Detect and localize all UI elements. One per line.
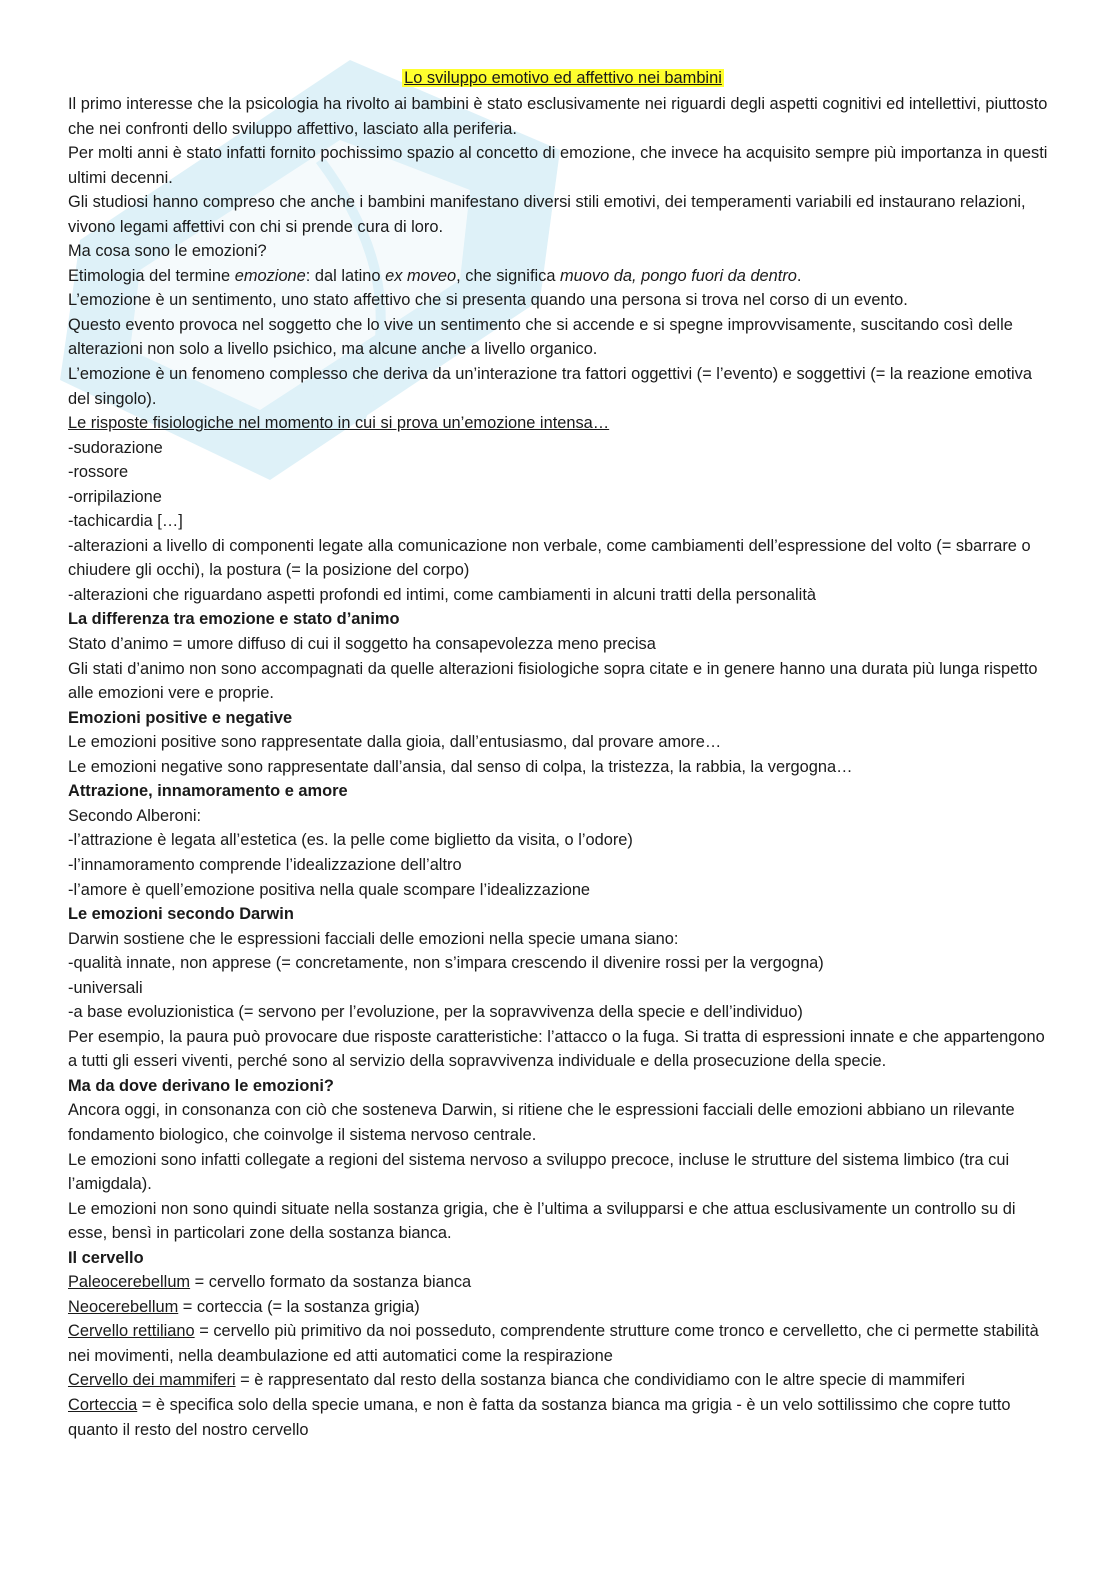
text-span: . (796, 266, 802, 285)
section-heading: Ma da dove derivano le emozioni? (68, 1076, 334, 1095)
title-row (68, 64, 1058, 92)
list-item: -universali (68, 978, 143, 997)
list-item: -tachicardia […] (68, 512, 183, 531)
paragraph: Il primo interesse che la psicologia ha rivolto ai bambini è stato esclusivamente nei riguardi degli aspetti cognitivi ed intellettivi, piuttosto che nei confronti dello sviluppo affettivo, lasciato alla periferia. (68, 95, 1052, 138)
definition-term: Neocerebellum (68, 1297, 179, 1316)
italic-term: ex moveo (385, 266, 457, 285)
text-span: Etimologia del termine (68, 266, 235, 285)
definition-term: Paleocerebellum (68, 1273, 191, 1292)
list-item: -alterazioni che riguardano aspetti profondi ed intimi, come cambiamenti in alcuni tratti della personalità (68, 585, 816, 604)
paragraph: Secondo Alberoni: (68, 806, 202, 825)
definition-text: = cervello formato da sostanza bianca (190, 1273, 472, 1292)
document-title: Lo sviluppo emotivo ed affettivo nei bambini (404, 69, 722, 87)
list-item: -rossore (68, 463, 129, 482)
list-item: -l’amore è quell’emozione positiva nella quale scompare l’idealizzazione (68, 880, 591, 899)
italic-term: muovo da, pongo fuori da dentro (560, 266, 797, 285)
etymology-paragraph (68, 264, 1058, 289)
paragraph: Per molti anni è stato infatti fornito pochissimo spazio al concetto di emozione, che invece ha acquisito sempre più importanza in questi ultimi decenni. (68, 144, 1052, 187)
list-item: -sudorazione (68, 438, 163, 457)
paragraph: Gli stati d’animo non sono accompagnati da quelle alterazioni fisiologiche sopra citate e in genere hanno una durata più lunga rispetto alle emozioni vere e proprie. (68, 659, 1043, 703)
paragraph: Le emozioni sono infatti collegate a regioni del sistema nervoso a sviluppo precoce, incluse le strutture del sistema limbico (tra cui l’amigdala). (68, 1150, 1014, 1194)
definition-item (68, 1295, 1058, 1320)
paragraph: Ancora oggi, in consonanza con ciò che sosteneva Darwin, si ritiene che le espressioni facciali delle emozioni abbiano un rilevante fondamento biologico, che coinvolge il sistema nervoso centrale. (68, 1101, 1020, 1144)
definition-item (68, 1393, 1058, 1442)
section-heading: La differenza tra emozione e stato d’animo (68, 610, 400, 629)
section-heading: Attrazione, innamoramento e amore (68, 782, 348, 801)
paragraph: Darwin sostiene che le espressioni facciali delle emozioni nella specie umana siano: (68, 929, 679, 948)
list-item: -a base evoluzionistica (= servono per l’evoluzione, per la sopravvivenza della specie e dell’individuo) (68, 1003, 803, 1022)
definition-term: Corteccia (68, 1395, 138, 1414)
list-item: -orripilazione (68, 487, 162, 506)
paragraph: Per esempio, la paura può provocare due risposte caratteristiche: l’attacco o la fuga. Si tratta di espressioni innate e che appartengono a tutti gli esseri viventi, perché sono al servizio della sopravvivenza individuale e della prosecuzione della specie. (68, 1027, 1050, 1071)
list-item: -l’attrazione è legata all’estetica (es. la pelle come biglietto da visita, o l’odore) (68, 831, 633, 850)
document-page (68, 64, 1058, 1442)
definition-text: = è rappresentato dal resto della sostanza bianca che condividiamo con le altre specie di mammiferi (235, 1371, 965, 1390)
italic-term: emozione (234, 266, 306, 285)
definition-text: = corteccia (= la sostanza grigia) (178, 1297, 420, 1316)
paragraph: Stato d’animo = umore diffuso di cui il soggetto ha consapevolezza meno precisa (68, 635, 656, 654)
text-span: , che significa (456, 266, 560, 285)
section-heading: Il cervello (68, 1248, 144, 1267)
paragraph: Ma cosa sono le emozioni? (68, 242, 267, 261)
paragraph: Le emozioni positive sono rappresentate dalla gioia, dall’entusiasmo, dal provare amore… (68, 733, 722, 752)
definition-term: Cervello rettiliano (68, 1322, 195, 1341)
definition-item (68, 1270, 1058, 1295)
definition-item (68, 1319, 1058, 1368)
definition-term: Cervello dei mammiferi (68, 1371, 236, 1390)
paragraph: Questo evento provoca nel soggetto che lo vive un sentimento che si accende e si spegne improvvisamente, suscitando così delle alterazioni non solo a livello psichico, ma alcune anche a livello organico. (68, 315, 1018, 359)
paragraph: Le emozioni negative sono rappresentate dall’ansia, dal senso di colpa, la tristezza, la rabbia, la vergogna… (68, 757, 853, 776)
definition-text: = cervello più primitivo da noi posseduto, comprendente strutture come tronco e cervelletto, che ci permette stabilità nei movimenti, nella deambulazione ed atti automatici come la respirazione (68, 1322, 1044, 1365)
responses-heading: Le risposte fisiologiche nel momento in cui si prova un’emozione intensa… (68, 414, 610, 433)
text-span: : dal latino (305, 266, 386, 285)
definition-item (68, 1368, 1058, 1393)
section-heading: Le emozioni secondo Darwin (68, 905, 294, 924)
paragraph: Le emozioni non sono quindi situate nella sostanza grigia, che è l’ultima a svilupparsi e che attua esclusivamente un controllo su di esse, bensì in particolari zone della sostanza bianca. (68, 1199, 1021, 1243)
definition-text: = è specifica solo della specie umana, e non è fatta da sostanza bianca ma grigia - è un velo sottilissimo che copre tutto quanto il resto del nostro cervello (68, 1395, 1016, 1439)
paragraph: L’emozione è un fenomeno complesso che deriva da un’interazione tra fattori oggettivi (= l’evento) e soggettivi (= la reazione emotiva del singolo). (68, 365, 1037, 408)
paragraph: Gli studiosi hanno compreso che anche i bambini manifestano diversi stili emotivi, dei temperamenti variabili ed instaurano relazioni, vivono legami affettivi con chi si prende cura di loro. (68, 193, 1031, 236)
paragraph: L’emozione è un sentimento, uno stato affettivo che si presenta quando una persona si trova nel corso di un evento. (68, 291, 908, 310)
list-item: -l’innamoramento comprende l’idealizzazione dell’altro (68, 855, 462, 874)
section-heading: Emozioni positive e negative (68, 708, 293, 727)
list-item: -alterazioni a livello di componenti legate alla comunicazione non verbale, come cambiamenti dell’espressione del volto (= sbarrare o chiudere gli occhi), la postura (= la posizione del corpo) (68, 536, 1036, 580)
list-item: -qualità innate, non apprese (= concretamente, non s’impara crescendo il divenire rossi per la vergogna) (68, 954, 824, 973)
